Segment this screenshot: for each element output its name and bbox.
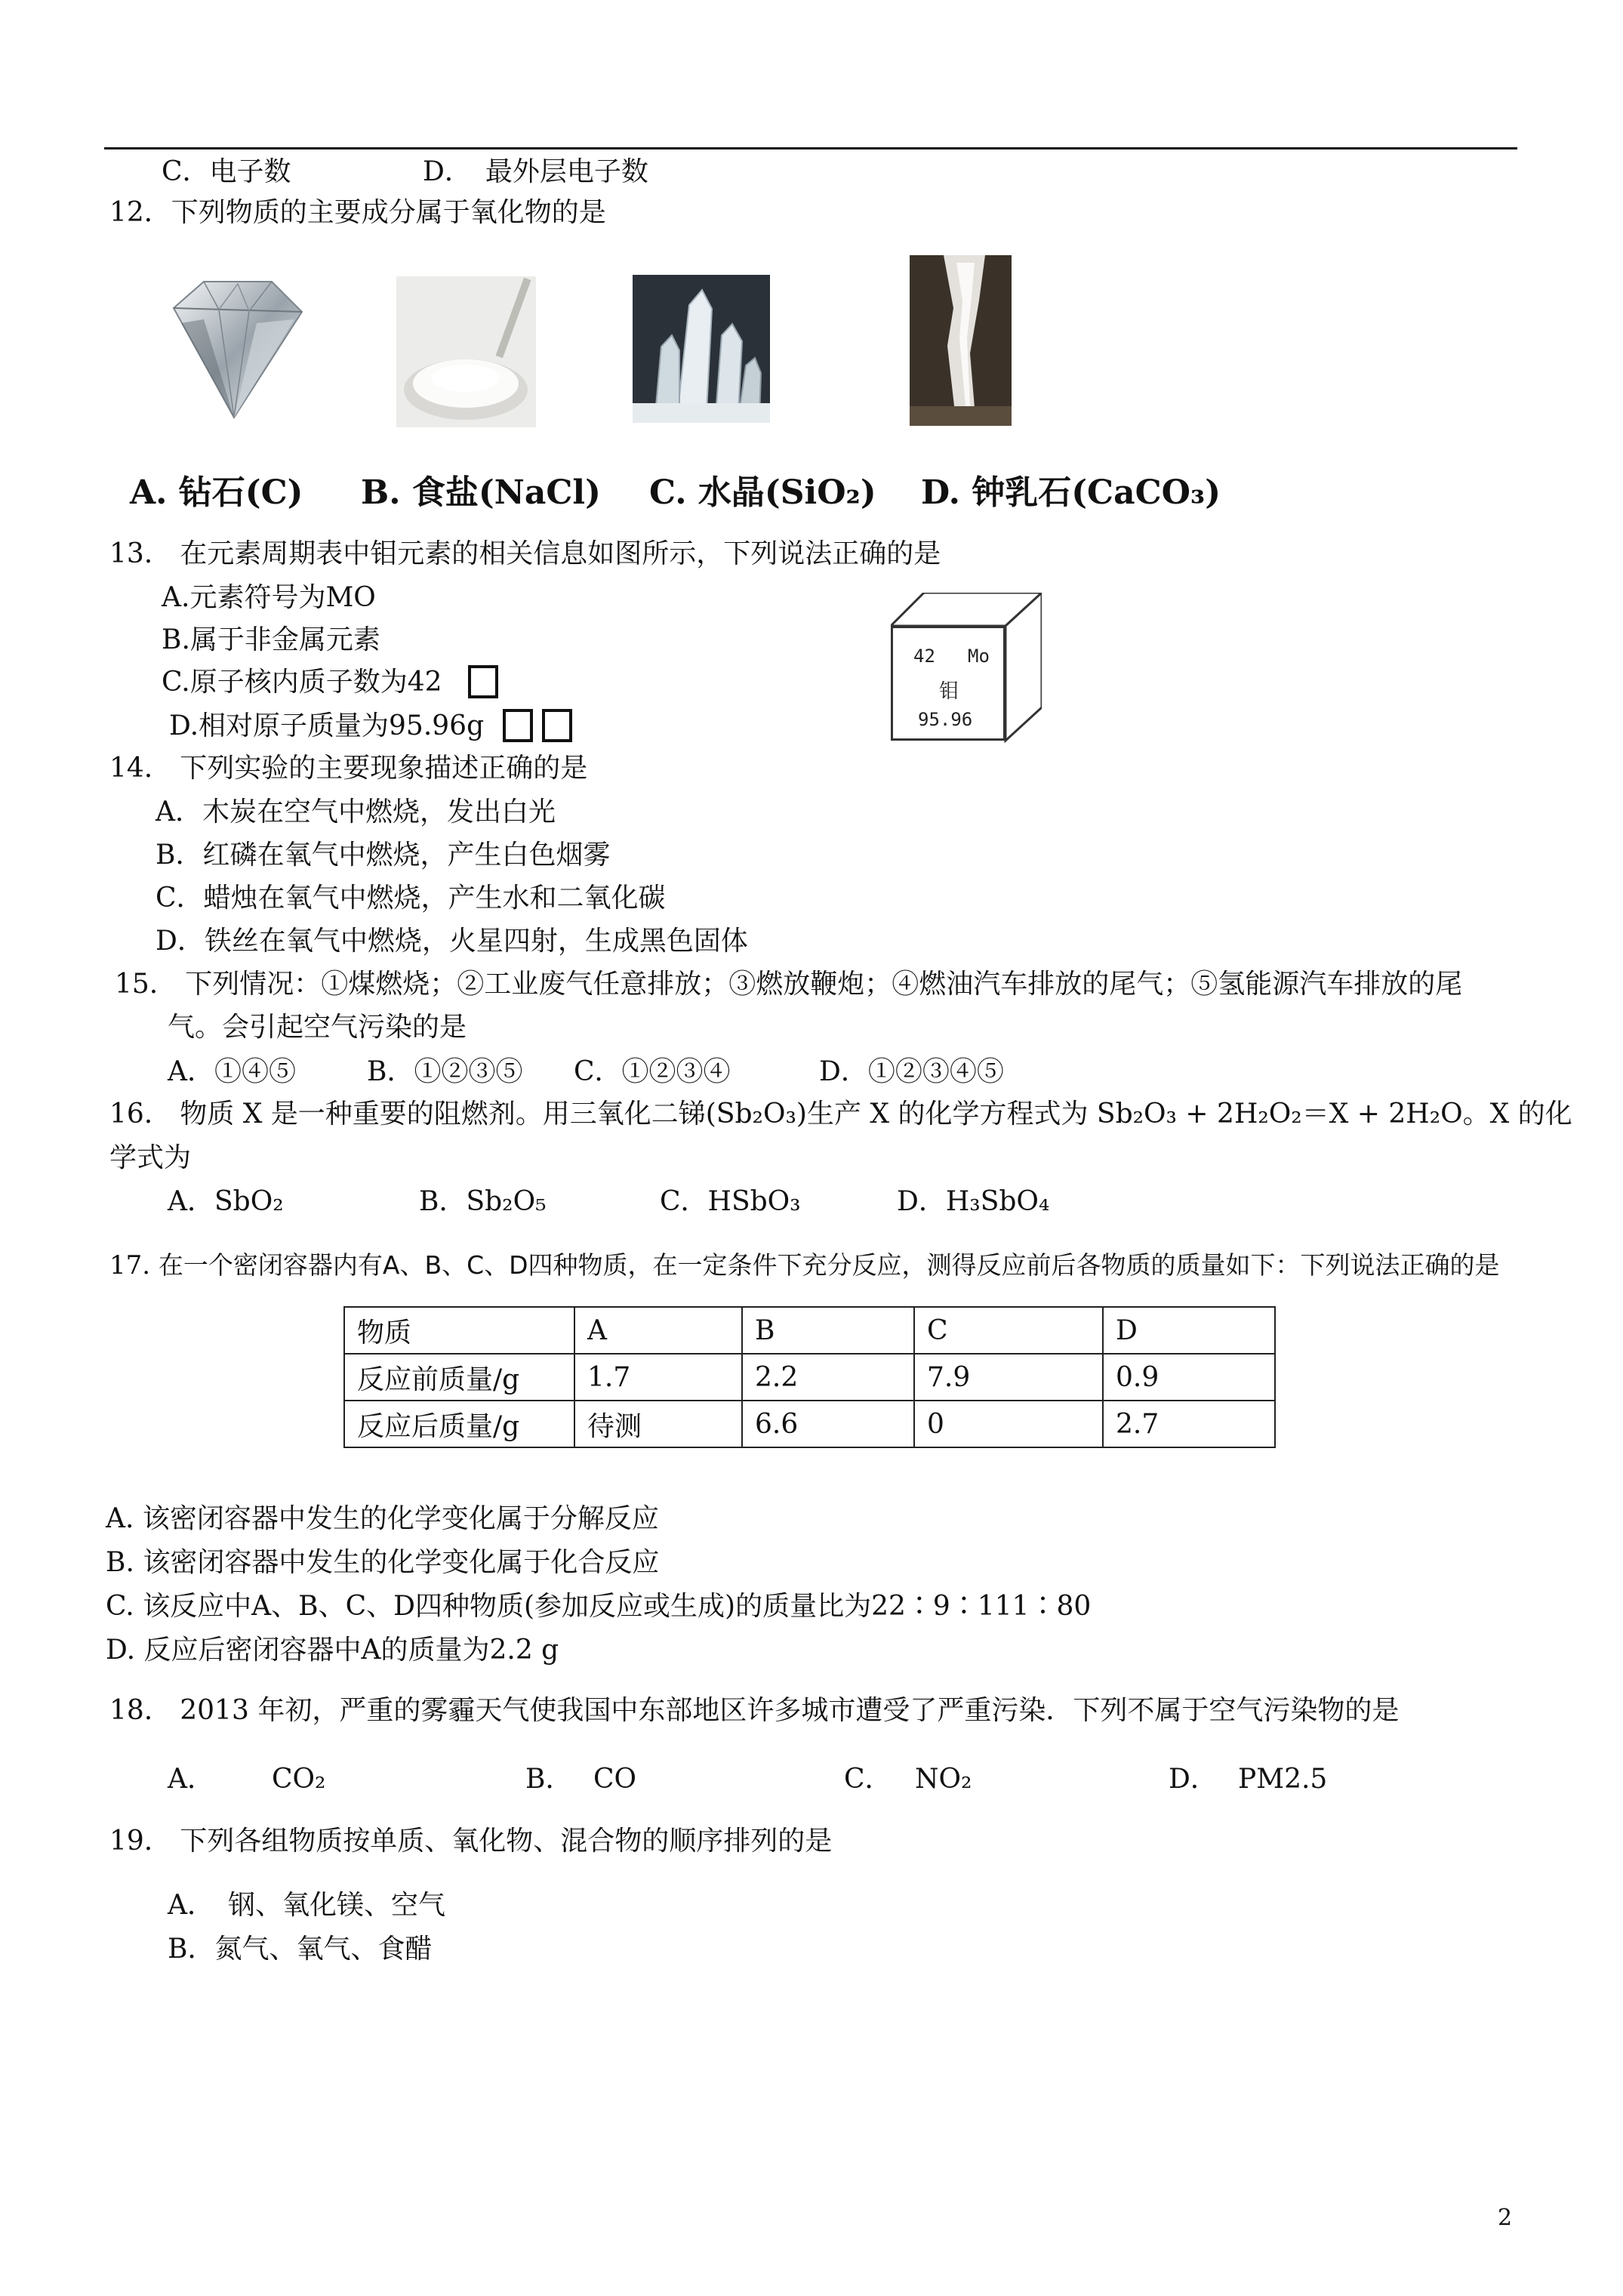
- q12-option-a-name: 钻石: [178, 473, 245, 512]
- q17-option-d: D. 反应后密闭容器中A的质量为2.2 g: [106, 1635, 559, 1666]
- table-cell: 1.7: [574, 1354, 742, 1401]
- q18-option-a-value: CO₂: [272, 1764, 326, 1795]
- q14-option-d: D．铁丝在氧气中燃烧，火星四射，生成黑色固体: [156, 926, 748, 957]
- table-cell: 反应后质量/g: [344, 1401, 574, 1447]
- table-cell: 6.6: [742, 1401, 914, 1447]
- q12-option-b: [361, 471, 601, 515]
- q12-option-d-label: D.: [921, 473, 960, 512]
- q14-option-c: C．蜡烛在氧气中燃烧，产生水和二氧化碳: [156, 883, 666, 914]
- q19-option-b: B．氮气、氧气、食醋: [168, 1934, 433, 1965]
- q18-options: [0, 1761, 1623, 1798]
- q14-option-a: A．木炭在空气中燃烧，发出白光: [156, 797, 556, 827]
- diamond-image: [159, 278, 308, 421]
- header-rule: [104, 147, 1517, 149]
- q18-option-b-value: CO: [593, 1764, 637, 1795]
- q12-option-c-name: 水晶: [698, 473, 765, 512]
- table-row: [344, 1307, 1275, 1354]
- q15-stem-line1: 15. 下列情况：①煤燃烧；②工业废气任意排放；③燃放鞭炮；④燃油汽车排放的尾气；⑤氢能源汽车排放的尾: [115, 969, 1463, 1000]
- q15-stem-line2: 气。会引起空气污染的是: [168, 1012, 467, 1043]
- molybdenum-element-cell: [891, 593, 1042, 744]
- q16-stem-line1: 16. 物质 X 是一种重要的阻燃剂。用三氧化二锑(Sb₂O₃)生产 X 的化学方程式为 Sb₂O₃ + 2H₂O₂＝X + 2H₂O。X 的化: [109, 1099, 1572, 1130]
- q18-option-d-label: D．: [1169, 1764, 1218, 1795]
- q12-option-d-formula: (CaCO₃): [1071, 473, 1221, 512]
- q14-stem: 14. 下列实验的主要现象描述正确的是: [109, 753, 588, 784]
- table-cell: 2.7: [1103, 1401, 1275, 1447]
- answer-box: [503, 709, 533, 742]
- q17-option-b: B. 该密闭容器中发生的化学变化属于化合反应: [106, 1547, 660, 1578]
- q13-option-c: C.原子核内质子数为42: [162, 667, 442, 698]
- q12-option-b-name: 食盐: [411, 473, 479, 512]
- q17-number: 17.: [109, 1250, 151, 1281]
- crystal-image: [633, 275, 770, 423]
- q18-option-c-label: C．: [844, 1764, 892, 1795]
- q17-option-c: C. 该反应中A、B、C、D四种物质(参加反应或生成)的质量比为22∶9∶111∶80: [106, 1591, 1092, 1622]
- q16-stem-line2: 学式为: [109, 1142, 192, 1173]
- q15-option-d: D．①②③④⑤: [819, 1056, 1004, 1087]
- element-name: 钼: [939, 680, 959, 703]
- table-cell: 待测: [574, 1401, 742, 1447]
- answer-box: [468, 665, 498, 698]
- q18-option-a-label: A．: [168, 1764, 214, 1795]
- q16-option-c: C．HSbO₃: [660, 1186, 801, 1217]
- salt-image: [396, 276, 536, 427]
- q12-stem: 12．下列物质的主要成分属于氧化物的是: [109, 197, 606, 228]
- table-cell: 7.9: [914, 1354, 1103, 1401]
- table-cell: 反应前质量/g: [344, 1354, 574, 1401]
- q19-option-a: A． 钢、氧化镁、空气: [168, 1890, 445, 1921]
- atomic-mass: 95.96: [918, 709, 973, 730]
- q12-option-a-formula: (C): [245, 473, 303, 512]
- atomic-number: 42: [913, 646, 935, 667]
- q12-option-b-label: B.: [361, 473, 401, 512]
- q18-stem: 18. 2013 年初，严重的雾霾天气使我国中东部地区许多城市遭受了严重污染．下列不属于空气污染物的是: [109, 1695, 1400, 1726]
- q17-option-a: A. 该密闭容器中发生的化学变化属于分解反应: [106, 1503, 659, 1534]
- prev-option-d: D． 最外层电子数: [423, 156, 648, 187]
- q19-stem: 19. 下列各组物质按单质、氧化物、混合物的顺序排列的是: [109, 1826, 833, 1857]
- q18-option-c-value: NO₂: [915, 1764, 972, 1795]
- q13-option-a: A.元素符号为MO: [162, 582, 376, 613]
- answer-box: [542, 709, 572, 742]
- q13-stem: 13. 在元素周期表中钼元素的相关信息如图所示，下列说法正确的是: [109, 538, 941, 569]
- q13-option-d: D.相对原子质量为95.96g: [169, 710, 485, 741]
- table-cell: D: [1103, 1307, 1275, 1354]
- q16-option-a: A．SbO₂: [168, 1186, 284, 1217]
- q12-option-b-formula: (NaCl): [478, 473, 601, 512]
- q12-option-d-name: 钟乳石: [972, 473, 1072, 512]
- table-cell: B: [742, 1307, 914, 1354]
- q15-options: [0, 1054, 1623, 1090]
- q16-option-d: D．H₃SbO₄: [897, 1186, 1050, 1217]
- page-number: 2: [1498, 2205, 1513, 2231]
- q16-options: [0, 1184, 1623, 1220]
- q12-option-a: [130, 471, 303, 515]
- q12-option-d: [921, 471, 1221, 515]
- q18-option-d-value: PM2.5: [1238, 1764, 1328, 1795]
- q17-stem: [109, 1247, 1500, 1284]
- table-cell: 0.9: [1103, 1354, 1275, 1401]
- q12-option-c: [649, 471, 876, 515]
- table-cell: 物质: [344, 1307, 574, 1354]
- table-row: [344, 1354, 1275, 1401]
- q13-option-b: B.属于非金属元素: [162, 624, 380, 655]
- table-cell: 2.2: [742, 1354, 914, 1401]
- q15-option-c: C．①②③④: [574, 1056, 731, 1087]
- table-cell: 0: [914, 1401, 1103, 1447]
- q12-option-c-formula: (SiO₂): [764, 473, 876, 512]
- q15-option-a: A．①④⑤: [168, 1056, 296, 1087]
- q17-stem-text: 在一个密闭容器内有A、B、C、D四种物质，在一定条件下充分反应，测得反应前后各物质的质量如下：下列说法正确的是: [158, 1250, 1500, 1280]
- q12-option-c-label: C.: [649, 473, 687, 512]
- q18-option-b-label: B．: [525, 1764, 573, 1795]
- q15-option-b: B．①②③⑤: [367, 1056, 523, 1087]
- prev-option-c: C．电子数: [162, 156, 291, 187]
- mass-table: [343, 1306, 1276, 1448]
- q14-option-b: B．红磷在氧气中燃烧，产生白色烟雾: [156, 840, 611, 871]
- stalactite-image: [910, 255, 1012, 426]
- element-symbol: Mo: [968, 646, 990, 667]
- q16-option-b: B．Sb₂O₅: [419, 1186, 547, 1217]
- table-cell: A: [574, 1307, 742, 1354]
- table-cell: C: [914, 1307, 1103, 1354]
- q12-option-a-label: A.: [130, 473, 168, 512]
- table-row: [344, 1401, 1275, 1447]
